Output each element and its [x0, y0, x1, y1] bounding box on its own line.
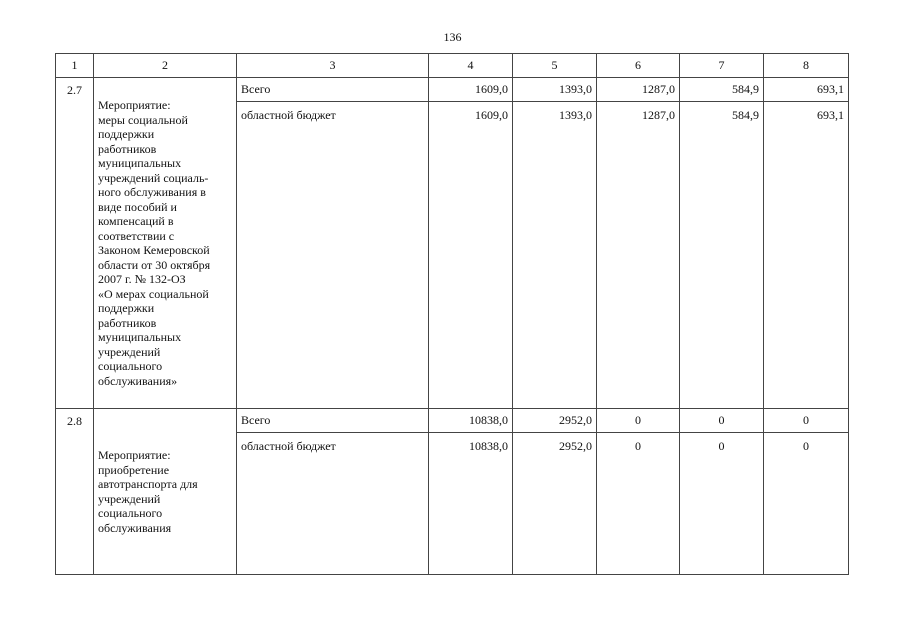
- table-cell: 10838,0: [429, 409, 513, 433]
- description-line: «О мерах социальной: [98, 286, 209, 301]
- budget-table: [55, 53, 849, 575]
- description-line: Мероприятие:: [98, 448, 171, 462]
- table-cell: 0: [764, 409, 849, 433]
- table-cell: 0: [597, 409, 680, 433]
- table-cell: 1287,0: [597, 102, 680, 409]
- table-cell: 584,9: [680, 102, 764, 409]
- table-cell: 1393,0: [513, 102, 597, 409]
- description-line: учреждений: [98, 491, 161, 506]
- description-line: работников: [98, 315, 157, 330]
- description-line: обслуживания: [98, 520, 172, 535]
- column-header: 2: [94, 54, 237, 78]
- table-cell: 693,1: [764, 78, 849, 102]
- table-cell: 584,9: [680, 78, 764, 102]
- column-header: 8: [764, 54, 849, 78]
- table-cell: 0: [764, 433, 849, 575]
- table-cell: 0: [597, 433, 680, 575]
- description-line: социального: [98, 359, 163, 373]
- column-header: 5: [513, 54, 597, 78]
- table-cell: 2952,0: [513, 409, 597, 433]
- row-description: [94, 409, 237, 575]
- description-line: соответствии с: [98, 228, 175, 243]
- table-cell: 0: [680, 409, 764, 433]
- description-line: меры социальной: [98, 112, 188, 127]
- funding-source-label: Всего: [237, 78, 429, 102]
- description-line: Законом Кемеровской: [98, 243, 210, 257]
- funding-source-label: областной бюджет: [237, 102, 429, 409]
- description-line: поддержки: [98, 301, 155, 315]
- table-cell: 693,1: [764, 102, 849, 409]
- description-line: обслуживания»: [98, 373, 178, 388]
- description-line: автотранспорта для: [98, 477, 198, 491]
- description-line: приобретение: [98, 462, 170, 477]
- description-line: учреждений социаль-: [98, 170, 209, 185]
- table-row: [56, 78, 849, 102]
- table-cell: 1609,0: [429, 78, 513, 102]
- description-line: муниципальных: [98, 156, 182, 170]
- table-cell: 10838,0: [429, 433, 513, 575]
- column-header: 6: [597, 54, 680, 78]
- funding-source-label: Всего: [237, 409, 429, 433]
- table-cell: 1393,0: [513, 78, 597, 102]
- column-header: 7: [680, 54, 764, 78]
- column-header: 3: [237, 54, 429, 78]
- description-line: ного обслуживания в: [98, 185, 206, 199]
- table-row: [56, 409, 849, 433]
- table-cell: 1287,0: [597, 78, 680, 102]
- table-cell: 0: [680, 433, 764, 575]
- description-line: социального: [98, 506, 163, 520]
- description-line: Мероприятие:: [98, 98, 171, 112]
- column-header: 4: [429, 54, 513, 78]
- page-number: 136: [443, 30, 462, 44]
- row-index: 2.7: [56, 78, 94, 409]
- description-line: муниципальных: [98, 330, 182, 344]
- description-line: поддержки: [98, 127, 155, 141]
- row-index: 2.8: [56, 409, 94, 575]
- funding-source-label: областной бюджет: [237, 433, 429, 575]
- table-cell: 1609,0: [429, 102, 513, 409]
- description-line: компенсаций в: [98, 214, 174, 228]
- table-cell: 2952,0: [513, 433, 597, 575]
- column-header: 1: [56, 54, 94, 78]
- table-header-row: [56, 54, 849, 78]
- description-line: виде пособий и: [98, 199, 177, 214]
- description-line: учреждений: [98, 344, 161, 359]
- description-line: области от 30 октября: [98, 257, 211, 272]
- description-line: 2007 г. № 132-ОЗ: [98, 272, 186, 286]
- description-line: работников: [98, 141, 157, 156]
- row-description: [94, 78, 237, 409]
